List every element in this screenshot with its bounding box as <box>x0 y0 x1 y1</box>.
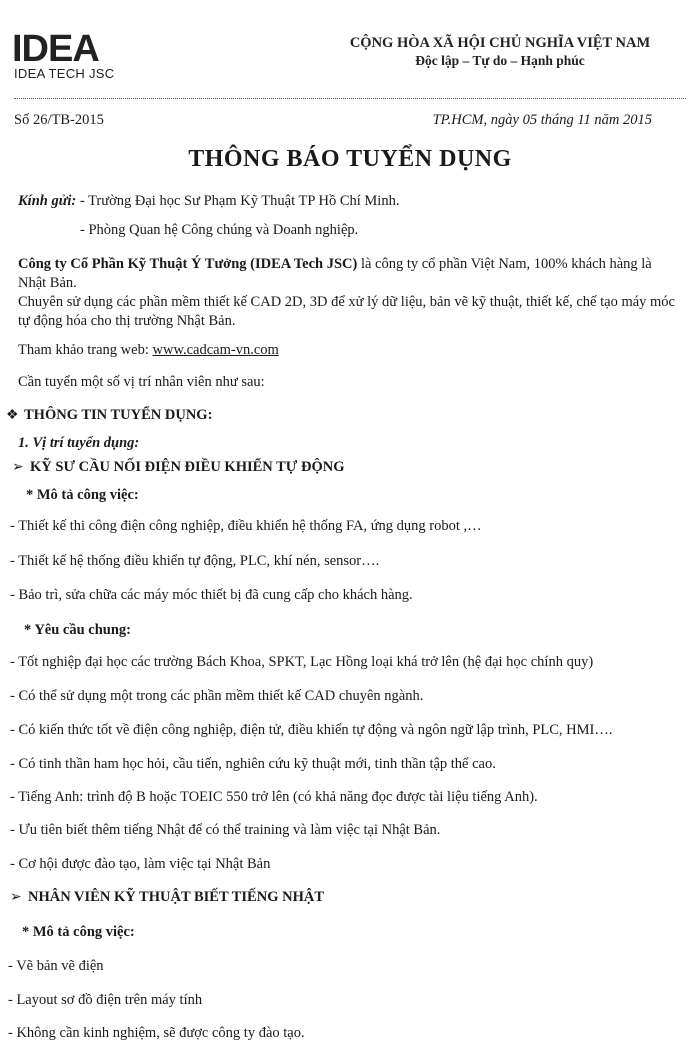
list-item: - Tốt nghiệp đại học các trường Bách Khoa, SPKT, Lạc Hồng loại khá trở lên (hệ đại học chính quy) <box>10 654 594 670</box>
section-heading <box>6 407 212 424</box>
arrow-bullet-icon: ➢ <box>10 890 22 905</box>
recruit-need-line: Cần tuyển một số vị trí nhân viên như sau: <box>18 374 265 390</box>
intro-line-2: Nhật Bản. <box>18 275 77 291</box>
recipient-line-1 <box>18 193 399 210</box>
document-date: TP.HCM, ngày 05 tháng 11 năm 2015 <box>432 112 652 128</box>
website-link[interactable]: www.cadcam-vn.com <box>152 342 279 358</box>
intro-line-3: Chuyên sử dụng các phần mềm thiết kế CAD 2D, 3D để xử lý dữ liệu, bản vẽ kỹ thuật, thiết kế, chế tạo máy móc <box>18 294 675 310</box>
website-line <box>18 342 279 359</box>
list-item: - Ưu tiên biết thêm tiếng Nhật để có thể training và làm việc tại Nhật Bản. <box>10 822 441 838</box>
position-2-title-text: NHÂN VIÊN KỸ THUẬT BIẾT TIẾNG NHẬT <box>28 889 324 905</box>
list-item: - Thiết kế hệ thống điều khiển tự động, PLC, khí nén, sensor…. <box>10 553 380 569</box>
list-item: - Có kiến thức tốt về điện công nghiệp, điện tử, điều khiển tự động và ngôn ngữ lập trình, PLC, HMI…. <box>10 722 613 738</box>
company-full-name: Công ty Cổ Phần Kỹ Thuật Ý Tưởng (IDEA Tech JSC) <box>18 256 358 272</box>
recipient-1: - Trường Đại học Sư Phạm Kỹ Thuật TP Hồ Chí Minh. <box>79 193 400 209</box>
list-item: - Có tinh thần ham học hỏi, cầu tiến, nghiên cứu kỹ thuật mới, tinh thần tập thể cao. <box>10 756 496 772</box>
position-1-req-label: * Yêu cầu chung: <box>24 622 132 638</box>
position-1-title-text: KỸ SƯ CẦU NỐI ĐIỆN ĐIỀU KHIỂN TỰ ĐỘNG <box>30 459 345 475</box>
website-label: Tham khảo trang web: <box>18 342 153 358</box>
recipient-2: - Phòng Quan hệ Công chúng và Doanh nghiệp. <box>80 222 359 238</box>
list-item: - Bảo trì, sửa chữa các máy móc thiết bị đã cung cấp cho khách hàng. <box>10 587 413 603</box>
recipient-label: Kính gửi: <box>18 193 77 209</box>
section-heading-text: THÔNG TIN TUYỂN DỤNG: <box>24 407 213 423</box>
intro-line-1 <box>18 256 652 273</box>
company-short-name: IDEA TECH JSC <box>14 66 115 81</box>
list-item: - Cơ hội được đào tạo, làm việc tại Nhật Bản <box>10 856 271 872</box>
nation-motto-line1: CỘNG HÒA XÃ HỘI CHỦ NGHĨA VIỆT NAM <box>349 35 651 51</box>
company-logo <box>12 30 134 64</box>
document-number: Số 26/TB-2015 <box>14 112 104 128</box>
intro-line-4: tự động hóa cho thị trường Nhật Bản. <box>18 313 236 329</box>
subsection-position: 1. Vị trí tuyển dụng: <box>18 435 140 451</box>
position-2-desc-label: * Mô tả công việc: <box>22 924 135 940</box>
idea-logo-icon <box>12 30 134 64</box>
position-1-desc-label: * Mô tả công việc: <box>26 487 139 503</box>
list-item: - Thiết kế thi công điện công nghiệp, điều khiển hệ thống FA, ứng dụng robot ,… <box>10 518 482 534</box>
dotted-divider <box>14 98 686 99</box>
list-item: - Tiếng Anh: trình độ B hoặc TOEIC 550 trở lên (có khả năng đọc được tài liệu tiếng Anh). <box>10 789 538 805</box>
nation-motto-line2: Độc lập – Tự do – Hạnh phúc <box>415 53 585 68</box>
position-1-title <box>12 459 344 476</box>
list-item: - Vẽ bản vẽ điện <box>8 958 104 974</box>
logo-text: IDEA <box>12 30 99 64</box>
list-item: - Layout sơ đồ điện trên máy tính <box>8 992 203 1008</box>
page-title: THÔNG BÁO TUYỂN DỤNG <box>188 146 512 172</box>
list-item: - Không cần kinh nghiệm, sẽ được công ty đào tạo. <box>8 1025 305 1041</box>
position-2-title <box>10 889 324 906</box>
diamond-bullet-icon: ❖ <box>6 408 19 423</box>
intro-line-1-rest: là công ty cổ phần Việt Nam, 100% khách hàng là <box>357 256 652 272</box>
arrow-bullet-icon: ➢ <box>12 460 24 475</box>
list-item: - Có thể sử dụng một trong các phần mềm thiết kế CAD chuyên ngành. <box>10 688 424 704</box>
